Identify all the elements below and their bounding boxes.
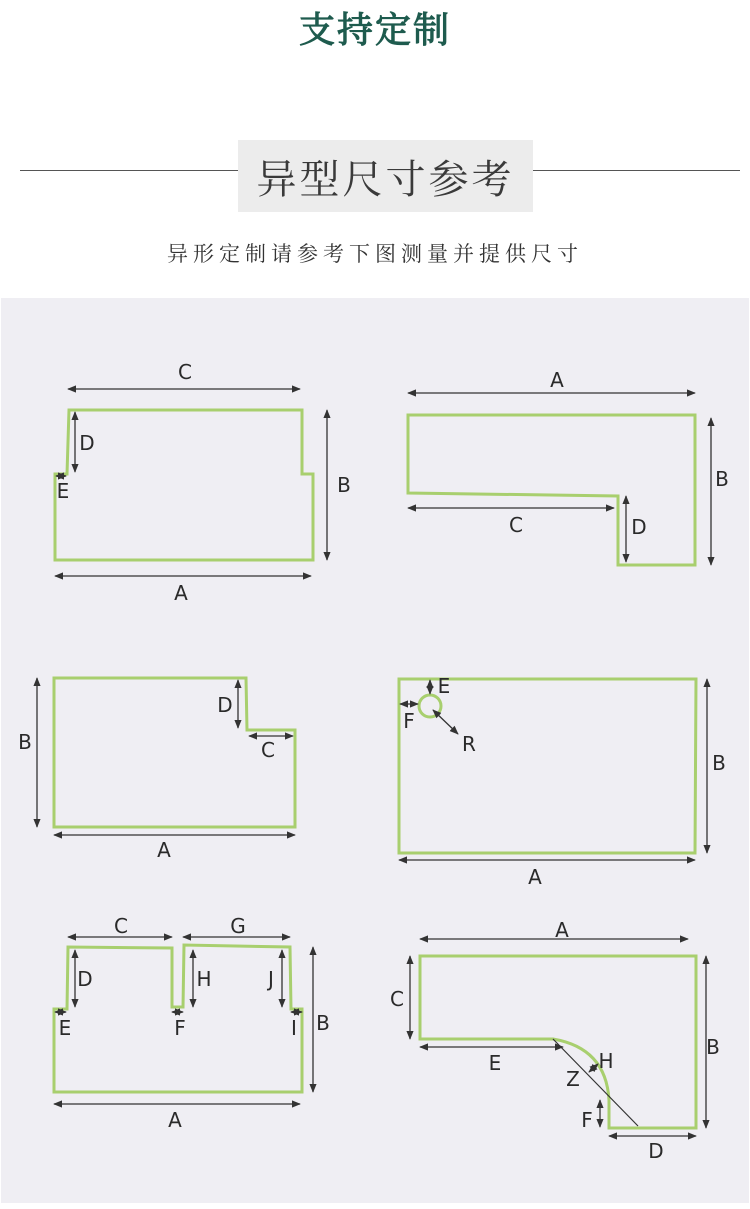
shape-2-label-d: D — [631, 515, 647, 539]
shape-5-label-j: J — [268, 967, 274, 991]
shape-1-label-b: B — [337, 473, 351, 497]
shape-5-label-f: F — [174, 1016, 186, 1040]
shape-4-label-b: B — [712, 751, 726, 775]
shape-5-label-e: E — [58, 1016, 72, 1040]
shape-6-label-b: B — [706, 1035, 720, 1059]
shape-4 — [399, 674, 726, 889]
shape-6-dim-h — [589, 1064, 598, 1072]
shape-5-label-d: D — [77, 967, 93, 991]
page-title: 支持定制 — [298, 10, 451, 51]
shape-3-label-a: A — [157, 838, 171, 862]
shape-4-label-r: R — [462, 732, 476, 756]
shape-1-label-c: C — [178, 360, 192, 384]
shape-1-label-d: D — [79, 431, 95, 455]
shape-2-outline — [408, 415, 695, 565]
shape-5-label-h: H — [196, 967, 212, 991]
shape-6-label-a: A — [555, 918, 569, 942]
shape-5-label-b: B — [316, 1011, 330, 1035]
shape-6-label-e: E — [488, 1051, 502, 1075]
shape-4-label-e: E — [437, 674, 451, 698]
shape-5-label-i: I — [291, 1016, 297, 1040]
shape-1 — [55, 360, 351, 605]
subtitle: 异形定制请参考下图测量并提供尺寸 — [167, 242, 583, 266]
shape-2-label-a: A — [550, 368, 564, 392]
shape-5-label-a: A — [168, 1108, 182, 1132]
shape-2-label-b: B — [715, 467, 729, 491]
shape-4-outline — [399, 679, 696, 853]
shape-4-dim-r — [433, 710, 458, 734]
shape-6-outline — [420, 956, 696, 1128]
shape-3-label-c: C — [261, 738, 275, 762]
shape-5 — [54, 914, 330, 1132]
shape-1-label-e: E — [56, 479, 70, 503]
shape-6-label-f: F — [581, 1108, 593, 1132]
shape-6-label-d: D — [648, 1139, 664, 1163]
shape-3-label-b: B — [18, 730, 32, 754]
shape-3-outline — [54, 678, 295, 827]
shape-2-label-c: C — [509, 513, 523, 537]
shape-1-label-a: A — [174, 581, 188, 605]
shape-6 — [390, 918, 720, 1163]
shape-6-label-c: C — [390, 987, 404, 1011]
shape-3 — [18, 678, 295, 862]
shape-5-label-c: C — [114, 914, 128, 938]
shape-5-label-g: G — [230, 914, 246, 938]
shape-6-label-z: Z — [566, 1067, 580, 1091]
shape-3-label-d: D — [217, 693, 233, 717]
section-title: 异型尺寸参考 — [238, 140, 533, 212]
shape-4-label-a: A — [528, 865, 542, 889]
shape-4-label-f: F — [403, 709, 415, 733]
shape-2 — [408, 368, 729, 565]
shape-6-label-h: H — [598, 1049, 614, 1073]
